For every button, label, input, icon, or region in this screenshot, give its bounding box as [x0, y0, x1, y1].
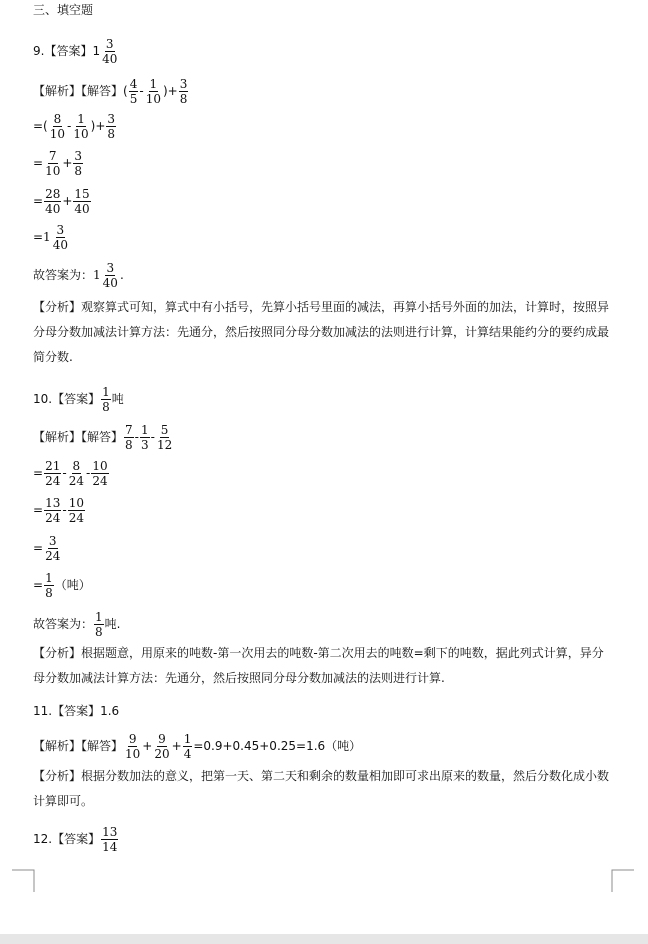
fraction: $\frac{1}{8}$	[95, 610, 103, 639]
fraction: $\frac{10}{24}$	[92, 459, 108, 488]
q9-solution-label: 【解析】【解答】	[33, 84, 124, 98]
q12-answer-fraction: $\frac{13}{14}$	[102, 825, 118, 854]
fraction: $\frac{9}{20}$	[154, 732, 170, 761]
q9-answer	[33, 38, 119, 65]
q9-solution-line: 【解析】【解答】( $\frac{4}{5}$ - $\frac{1}{10}$ )+ $\frac{3}{8}$	[33, 77, 188, 106]
fraction: $\frac{8}{10}$	[49, 112, 66, 141]
q10-step-3: = $\frac{3}{24}$	[33, 534, 61, 563]
q9-analysis: 【分析】观察算式可知，算式中有小括号，先算小括号里面的减法，再算小括号外面的加法，计算时，按照异分母分数加减法计算方法：先通分，然后按照同分母分数加减法的法则进行计算，计算结果能约分的要约成最简分数.	[33, 300, 610, 364]
q9-step-4: =1 $\frac{3}{40}$	[33, 223, 68, 252]
q10-step-4: = $\frac{1}{8}$ （吨）	[33, 571, 91, 600]
q9-step-3: = $\frac{28}{40}$ + $\frac{15}{40}$	[33, 187, 90, 216]
fraction: $\frac{4}{5}$	[129, 77, 138, 106]
q10-step-1: = $\frac{21}{24}$ - $\frac{8}{24}$ - $\frac{10}{24}$	[33, 459, 108, 488]
fraction: $\frac{1}{10}$	[145, 77, 161, 106]
fraction: $\frac{21}{24}$	[45, 459, 61, 488]
fraction: $\frac{10}{24}$	[68, 496, 84, 525]
fraction: $\frac{8}{24}$	[68, 459, 84, 488]
q9-step-1: =( $\frac{8}{10}$ - $\frac{1}{10}$ )+ $\frac{3}{8}$	[33, 112, 116, 141]
fraction: $\frac{3}{8}$	[179, 77, 188, 106]
page-corner-mark-right	[610, 868, 634, 892]
q9-answer-label: 9.【答案】1	[33, 44, 101, 58]
q11-analysis: 【分析】根据分数加法的意义，把第一天、第二天和剩余的数量相加即可求出原来的数量，然后分数化成小数计算即可。	[33, 769, 610, 808]
fraction: $\frac{7}{10}$	[45, 149, 61, 178]
fraction: $\frac{28}{40}$	[45, 187, 61, 216]
fraction: $\frac{5}{12}$	[156, 423, 173, 452]
q10-conclusion: 故答案为： $\frac{1}{8}$ 吨.	[33, 610, 121, 639]
fraction: $\frac{3}{40}$	[52, 223, 68, 252]
fraction: $\frac{1}{8}$	[45, 571, 53, 600]
fraction: $\frac{3}{8}$	[107, 112, 116, 141]
q11-solution-line: 【解析】【解答】 $\frac{9}{10}$ + $\frac{9}{20}$ + $\frac{1}{4}$ =0.9+0.45+0.25=1.6（吨）	[33, 732, 362, 761]
fraction: $\frac{13}{24}$	[45, 496, 61, 525]
q9-step-2: = $\frac{7}{10}$ + $\frac{3}{8}$	[33, 149, 83, 178]
fraction: $\frac{3}{8}$	[74, 149, 83, 178]
q10-step-2: = $\frac{13}{24}$ - $\frac{10}{24}$	[33, 496, 84, 525]
q9-answer-fraction: $\frac{3}{40}$	[102, 37, 118, 66]
fraction: $\frac{3}{24}$	[45, 534, 61, 563]
page-corner-mark-left	[12, 868, 36, 892]
fraction: $\frac{3}{40}$	[102, 261, 118, 290]
fraction: $\frac{1}{10}$	[73, 112, 89, 141]
section-title: 三、填空题	[33, 3, 94, 17]
fraction: $\frac{1}{3}$	[141, 423, 149, 452]
q10-answer-fraction: $\frac{1}{8}$	[102, 385, 110, 414]
fraction: $\frac{15}{40}$	[74, 187, 90, 216]
q11-answer: 11.【答案】1.6	[33, 704, 120, 718]
q10-analysis: 【分析】根据题意，用原来的吨数-第一次用去的吨数-第二次用去的吨数=剩下的吨数，据此列式计算，异分母分数加减法计算方法：先通分，然后按照同分母分数加减法的法则进行计算.	[33, 646, 604, 685]
q9-conclusion: 故答案为：1 $\frac{3}{40}$ .	[33, 261, 124, 290]
q10-solution-line: 【解析】【解答】 $\frac{7}{8}$ - $\frac{1}{3}$ - $\frac{5}{12}$	[33, 423, 173, 452]
fraction: $\frac{9}{10}$	[125, 732, 141, 761]
q12-answer: 12.【答案】 $\frac{13}{14}$	[33, 825, 118, 854]
page-gap	[0, 934, 648, 944]
fraction: $\frac{1}{4}$	[183, 732, 192, 761]
fraction: $\frac{7}{8}$	[125, 423, 133, 452]
q10-answer: 10.【答案】 $\frac{1}{8}$ 吨	[33, 385, 124, 414]
